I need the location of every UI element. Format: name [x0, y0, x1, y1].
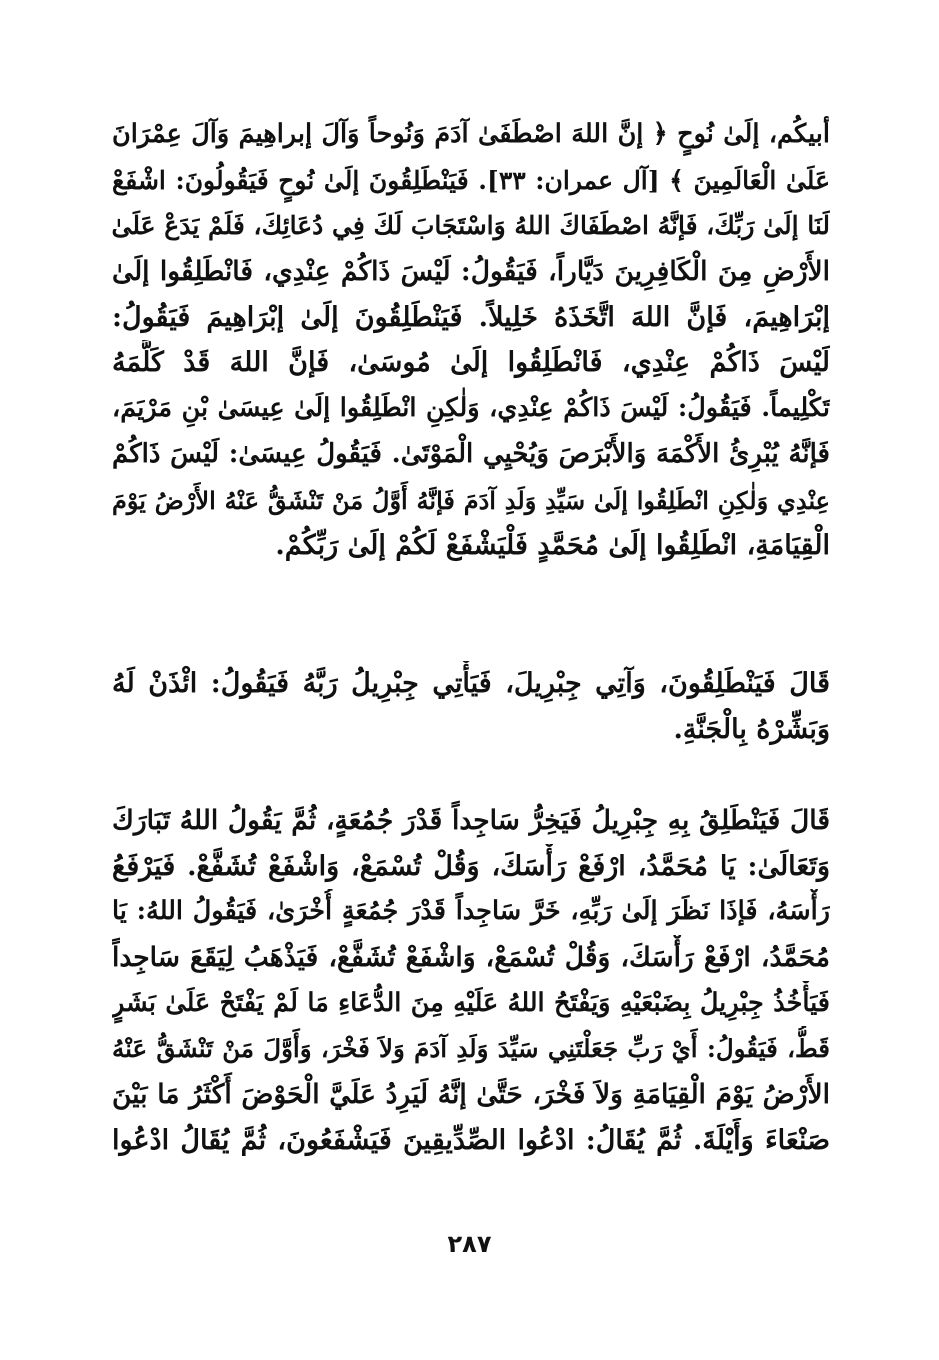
paragraph-3	[112, 798, 830, 1164]
text-line: وَبَشِّرْهُ بِالْجَنَّةِ.	[673, 713, 830, 745]
text-line: عِنْدِي وَلٰكِنِ انْطَلِقُوا إلَىٰ سَيِّدِ وَلَدِ آدَمَ فَإنَّهُ أَوَّلُ مَنْ تَنْشَقُّ عَنْهُ الأَرْضُ يَوْمَ	[112, 485, 830, 515]
paragraph-2	[112, 661, 830, 752]
text-line: فَإنَّهُ يُبْرِئُ الأَكْمَهَ وَالأَبْرَصَ وَيُحْيِي الْمَوْتَىٰ. فَيَقُولُ عِيسَىٰ: لَيْسَ ذَاكُمْ	[112, 438, 830, 469]
paragraph-1	[112, 112, 830, 569]
text-line: لَيْسَ ذَاكُمْ عِنْدِي، فَانْطَلِقُوا إلَىٰ مُوسَىٰ، فَإنَّ اللهَ قَدْ كَلَّمَهُ	[112, 347, 830, 379]
text-line: مُحَمَّدُ، ارْفَعْ رَأْسَكَ، وَقُلْ تُسْمَعْ، وَاشْفَعْ تُشَفَّعْ، فَيَذْهَبُ لِيَقَعَ سَاجِداً	[112, 942, 830, 974]
text-line: صَنْعَاءَ وَأَيْلَةَ. ثُمَّ يُقَالُ: ادْعُوا الصِّدِّيقِينَ فَيَشْفَعُونَ، ثُمَّ يُقَالُ ادْعُوا	[112, 1124, 830, 1156]
text-line: قَالَ فَيَنْطَلِقُ بِهِ جِبْرِيلُ فَيَخِرُّ سَاجِداً قَدْرَ جُمُعَةٍ، ثُمَّ يَقُولُ اللهُ تَبَارَكَ	[112, 805, 830, 836]
text-line: فَيَأْخُذُ جِبْرِيلُ بِضَبْعَيْهِ وَيَفْتَحُ اللهُ عَلَيْهِ مِنَ الدُّعَاءِ مَا لَمْ يَفْتَحْ عَلَىٰ بَشَرٍ	[112, 987, 830, 1018]
text-line: تَكْلِيماً. فَيَقُولُ: لَيْسَ ذَاكُمْ عِنْدِي، وَلٰكِنِ انْطَلِقُوا إلَىٰ عِيسَىٰ بْنِ مَرْيَمَ،	[112, 393, 830, 424]
text-line: أبيكُم، إلَىٰ نُوحٍ ﴿ إنَّ اللهَ اصْطَفَىٰ آدَمَ وَنُوحاً وَآلَ إبراهِيمَ وَآلَ عِمْرَانَ	[112, 119, 830, 149]
text-line: وَتَعَالَىٰ: يَا مُحَمَّدُ، ارْفَعْ رَأْسَكَ، وَقُلْ تُسْمَعْ، وَاشْفَعْ تُشَفَّعْ. فَيَرْفَعُ	[112, 850, 830, 882]
text-line: الْقِيَامَةِ، انْطَلِقُوا إلَىٰ مُحَمَّدٍ فَلْيَشْفَعْ لَكُمْ إلَىٰ رَبِّكُمْ.	[275, 530, 830, 562]
text-line: قَطُّ، فَيَقُولُ: أَيْ رَبِّ جَعَلْتَنِي سَيِّدَ وَلَدِ آدَمَ وَلاَ فَخْرَ، وَأَوَّلَ مَنْ تَنْشَقُّ عَنْهُ	[112, 1034, 830, 1064]
text-line: رَأْسَهُ، فَإذَا نَظَرَ إلَىٰ رَبِّهِ، خَرَّ سَاجِداً قَدْرَ جُمُعَةٍ أُخْرَىٰ، فَيَقُولُ اللهُ: يَا	[112, 896, 830, 927]
text-line: إبْرَاهِيمَ، فَإنَّ اللهَ اتَّخَذَهُ خَلِيلاً. فَيَنْطَلِقُونَ إلَىٰ إبْرَاهِيمَ فَيَقُولُ:	[112, 301, 830, 333]
text-line: الأَرْضُ يَوْمَ الْقِيَامَةِ وَلاَ فَخْرَ، حَتَّىٰ إنَّهُ لَيَرِدُ عَلَيَّ الْحَوْضَ أَكْثَرُ مَا بَيْنَ	[112, 1079, 830, 1111]
text-line: عَلَىٰ الْعَالَمِينَ ﴾ [آل عمران: ٣٣]. فَيَنْطَلِقُونَ إلَىٰ نُوحٍ فَيَقُولُونَ: اشْفَعْ	[112, 165, 830, 195]
text-line: الأَرْضِ مِنَ الْكَافِرِينَ دَيَّاراً، فَيَقُولُ: لَيْسَ ذَاكُمْ عِنْدِي، فَانْطَلِقُوا إلَىٰ	[112, 256, 830, 288]
page-number: ٢٨٧	[447, 1230, 492, 1258]
text-line: لَنَا إلَىٰ رَبِّكَ، فَإنَّهُ اصْطَفَاكَ اللهُ وَاسْتَجَابَ لَكَ فِي دُعَائِكَ، فَلَمْ يَدَعْ عَلَىٰ	[112, 211, 830, 241]
text-line: قَالَ فَيَنْطَلِقُونَ، وَآتِي جِبْرِيلَ، فَيَأْتِي جِبْرِيلُ رَبَّهُ فَيَقُولُ: ائْذَنْ لَهُ	[112, 668, 830, 699]
